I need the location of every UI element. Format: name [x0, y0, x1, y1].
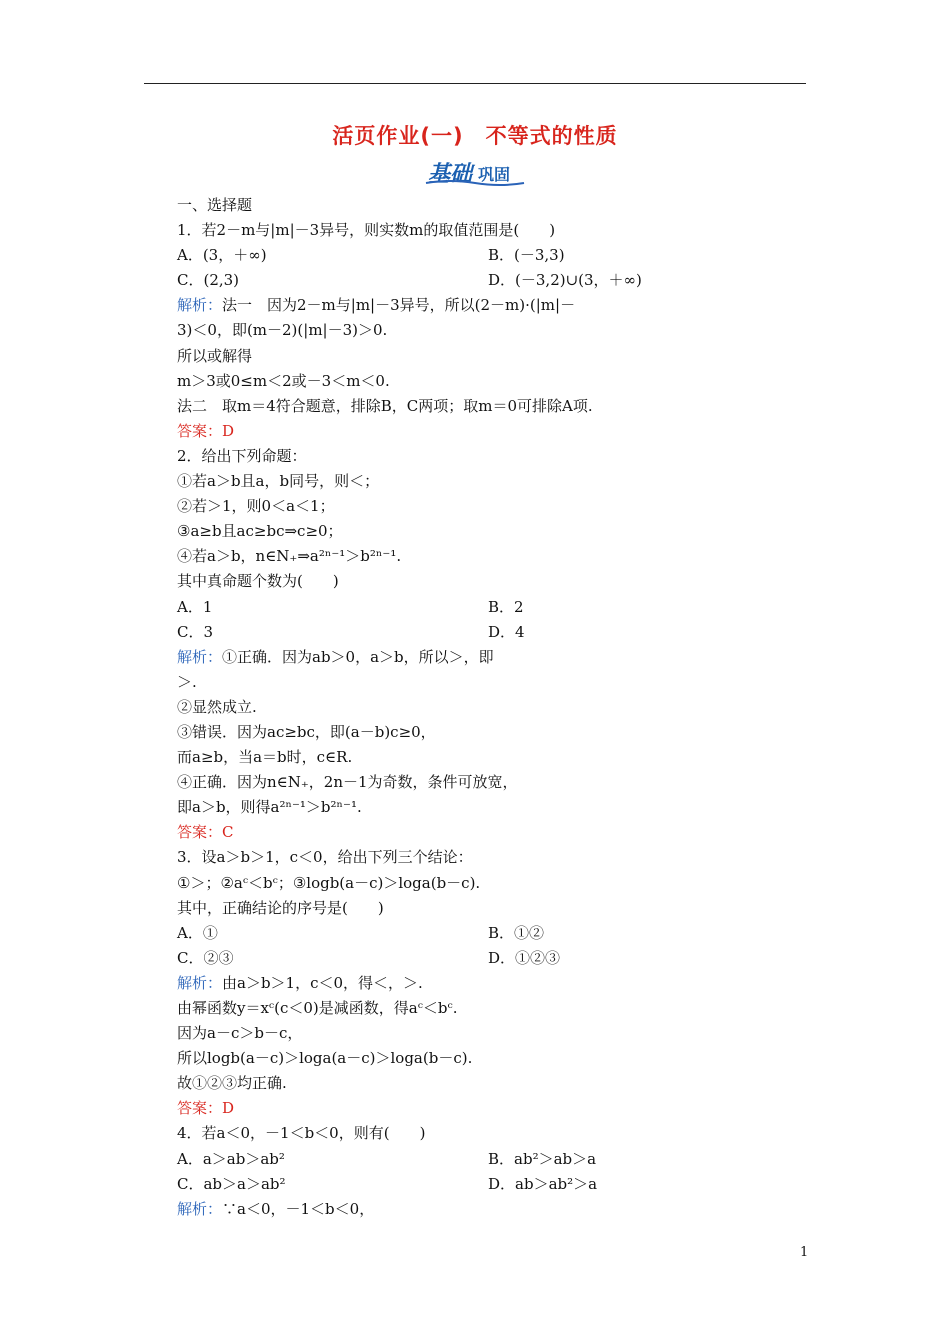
option-row	[177, 1147, 817, 1172]
text-line	[177, 720, 817, 745]
line-text: ①正确．因为ab＞0，a＞b，所以＞，即	[222, 647, 494, 666]
option-choice: C．②③	[177, 948, 234, 967]
answer-line: 答案：C	[177, 823, 234, 842]
option-choice: B．(－3,3)	[488, 246, 565, 265]
option-row	[177, 946, 817, 971]
line-text: 由幂函数y＝xᶜ(c＜0)是减函数，得aᶜ＜bᶜ.	[177, 999, 458, 1017]
text-line	[177, 645, 817, 670]
line-text: 因为a－c＞b－c，	[177, 1024, 303, 1043]
line-text: ②显然成立.	[177, 697, 257, 716]
header-rule	[144, 83, 806, 84]
option-choice: C．3	[177, 622, 214, 641]
answer-line: 答案：D	[177, 1099, 235, 1118]
text-line	[177, 544, 817, 569]
text-line	[177, 1071, 817, 1096]
page-title: 活页作业(一) 不等式的性质	[332, 124, 618, 148]
text-line	[177, 695, 817, 720]
option-choice: D．4	[488, 622, 525, 641]
text-line	[177, 444, 817, 469]
line-text: 所以logb(a－c)＞loga(a－c)＞loga(b－c).	[177, 1049, 473, 1068]
line-text: 故①②③均正确.	[177, 1074, 287, 1093]
option-row	[177, 243, 817, 268]
line-text: 即a＞b，则得a²ⁿ⁻¹＞b²ⁿ⁻¹.	[177, 798, 362, 817]
text-line	[177, 896, 817, 921]
line-text: 法二 取m＝4符合题意，排除B，C两项；取m＝0可排除A项.	[177, 396, 593, 415]
analysis-label: 解析：	[177, 647, 223, 666]
text-line	[177, 369, 817, 394]
line-text: 2．给出下列命题：	[177, 446, 307, 465]
line-text: 3．设a＞b＞1，c＜0，给出下列三个结论：	[177, 848, 473, 867]
text-line	[177, 1046, 817, 1071]
analysis-label: 解析：	[177, 1199, 223, 1218]
text-line	[177, 1021, 817, 1046]
text-line	[177, 293, 817, 318]
line-text: 其中真命题个数为( )	[177, 572, 339, 591]
line-text: 由a＞b＞1，c＜0，得＜，＞.	[222, 973, 423, 992]
option-row	[177, 1172, 817, 1197]
text-line	[177, 996, 817, 1021]
line-text: ①若a＞b且a，b同号，则＜；	[177, 472, 380, 491]
text-line	[177, 394, 817, 419]
line-text: 1．若2－m与|m|－3异号，则实数m的取值范围是( )	[177, 221, 556, 240]
text-line	[177, 845, 817, 870]
option-choice: C．(2,3)	[177, 271, 240, 290]
badge-text-small: 巩固	[478, 165, 511, 184]
text-line	[177, 519, 817, 544]
option-row	[177, 268, 817, 293]
line-text: m＞3或0≤m＜2或－3＜m＜0.	[177, 371, 390, 390]
text-line	[177, 344, 817, 369]
option-row	[177, 620, 817, 645]
text-line	[177, 745, 817, 770]
text-line	[177, 770, 817, 795]
option-row	[177, 595, 817, 620]
text-line	[177, 871, 817, 896]
text-line	[177, 1121, 817, 1146]
analysis-label: 解析：	[177, 296, 223, 315]
text-line	[177, 469, 817, 494]
text-line	[177, 569, 817, 594]
line-text: 3)＜0，即(m－2)(|m|－3)＞0.	[177, 321, 388, 340]
option-choice: B．①②	[488, 923, 545, 942]
option-choice: A．a＞ab＞ab²	[177, 1149, 285, 1168]
line-text: ②若＞1，则0＜a＜1；	[177, 497, 335, 516]
line-text: ③错误．因为ac≥bc，即(a－b)c≥0，	[177, 722, 436, 741]
option-choice: D．(－3,2)∪(3，＋∞)	[488, 271, 642, 290]
text-line	[177, 193, 817, 218]
line-text: ∵a＜0，－1＜b＜0，	[222, 1199, 375, 1218]
text-line	[177, 670, 817, 695]
option-choice: B．ab²＞ab＞a	[488, 1149, 597, 1168]
line-text: ④若a＞b，n∈N₊⇒a²ⁿ⁻¹＞b²ⁿ⁻¹.	[177, 547, 402, 566]
document-body	[177, 193, 817, 1222]
option-choice: C．ab＞a＞ab²	[177, 1174, 286, 1193]
page-number: 1	[800, 1245, 809, 1260]
badge-underline	[424, 179, 526, 187]
text-line	[177, 494, 817, 519]
line-text: ④正确．因为n∈N₊，2n－1为奇数，条件可放宽，	[177, 773, 518, 792]
text-line	[177, 318, 817, 343]
analysis-label: 解析：	[177, 973, 223, 992]
option-choice: A．①	[177, 923, 218, 942]
line-text: 一、选择题	[177, 196, 253, 214]
line-text: 而a≥b，当a＝b时，c∈R.	[177, 748, 353, 767]
option-choice: A．1	[177, 597, 213, 616]
text-line	[177, 971, 817, 996]
text-line	[177, 218, 817, 243]
line-text: ③a≥b且ac≥bc⇒c≥0；	[177, 522, 343, 541]
text-line	[177, 1197, 817, 1222]
line-text: 其中，正确结论的序号是( )	[177, 898, 384, 917]
text-line	[177, 795, 817, 820]
option-choice: B．2	[488, 597, 524, 616]
option-row	[177, 921, 817, 946]
option-choice: A．(3，＋∞)	[177, 246, 267, 265]
section-badge	[424, 157, 526, 187]
option-choice: D．ab＞ab²＞a	[488, 1174, 598, 1193]
badge-text: 基础	[428, 161, 473, 187]
line-text: 4．若a＜0，－1＜b＜0，则有( )	[177, 1124, 426, 1143]
line-text: 法一 因为2－m与|m|－3异号，所以(2－m)·(|m|－	[222, 296, 576, 315]
line-text: ＞.	[177, 672, 197, 691]
option-choice: D．①②③	[488, 948, 561, 967]
answer-line: 答案：D	[177, 421, 235, 440]
line-text: ①＞；②aᶜ＜bᶜ；③logb(a－c)＞loga(b－c).	[177, 873, 481, 892]
line-text: 所以或解得	[177, 346, 253, 365]
